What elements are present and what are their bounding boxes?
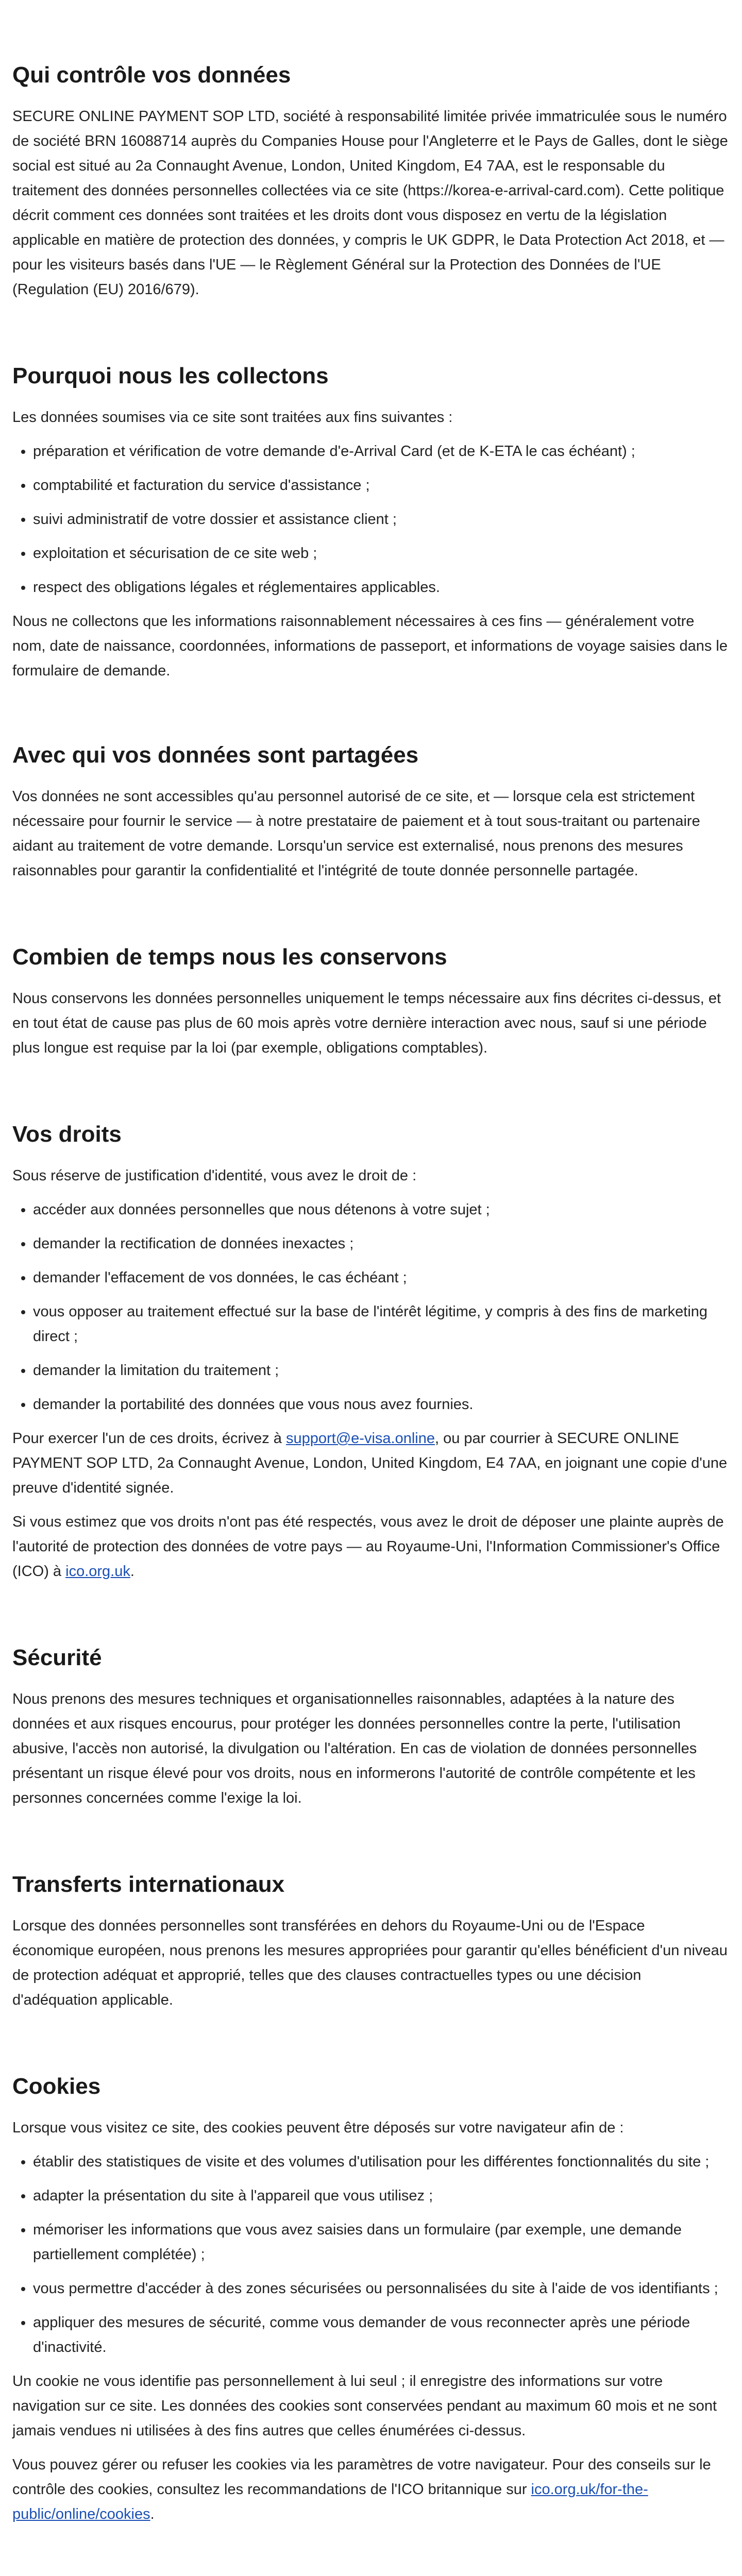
complaint-paragraph [12, 1510, 730, 1584]
section-retention [12, 943, 730, 1060]
list-item: • demander la rectification de données inexactes ; [33, 1231, 730, 1256]
section-paragraph: Nous prenons des mesures techniques et organisationnelles raisonnables, adaptées à la nature des données et aux risques encourus, pour protéger les données personnelles contre la perte, l'utilisation abusive, l'accès non autorisé, la divulgation ou l'altération. En cas de violation de données personnelles présentant un risque élevé pour vos droits, nous en informerons l'autorité de contrôle compétente et les personnes concernées comme l'exige la loi. [12, 1691, 697, 1806]
section-transfers [12, 1870, 730, 2012]
section-outro: Un cookie ne vous identifie pas personnellement à lui seul ; il enregistre des informations sur votre navigation sur ce site. Les données des cookies sont conservées pendant au maximum 60 mois et ne sont jamais vendues ni utilisées à des fins autres que celles énumérées ci-dessus. [12, 2373, 717, 2439]
list-item: • préparation et vérification de votre demande d'e-Arrival Card (et de K-ETA le cas échéant) ; [33, 439, 730, 464]
list-item: • appliquer des mesures de sécurité, comme vous demander de vous reconnecter après une période d'inactivité. [33, 2310, 730, 2360]
text: Vous pouvez gérer ou refuser les cookies via les paramètres de votre navigateur. Pour des conseils sur le contrôle des cookies, consultez les recommandations de l'ICO britannique sur [12, 2456, 711, 2498]
ico-link[interactable]: ico.org.uk [65, 1563, 130, 1580]
list-item: • demander la limitation du traitement ; [33, 1358, 730, 1383]
section-paragraph: Nous conservons les données personnelles uniquement le temps nécessaire aux fins décrites ci-dessus, et en tout état de cause pas plus de 60 mois après votre dernière interaction avec nous, sauf si une période plus longue est requise par la loi (par exemple, obligations comptables). [12, 990, 721, 1056]
text: Si vous estimez que vos droits n'ont pas été respectés, vous avez le droit de déposer une plainte auprès de l'autorité de protection des données de votre pays — au Royaume-Uni, l'Information Commissioner's Office (ICO) à [12, 1514, 724, 1580]
section-purposes [12, 362, 730, 683]
section-paragraph: Lorsque des données personnelles sont transférées en dehors du Royaume-Uni ou de l'Espace économique européen, nous prenons les mesures appropriées pour garantir qu'elles bénéficient d'un niveau de protection adéquat et approprié, telles que des clauses contractuelles types ou une décision d'adéquation applicable. [12, 1918, 728, 2008]
cookies-list [12, 2149, 730, 2360]
section-outro: Nous ne collectons que les informations raisonnablement nécessaires à ces fins — généralement votre nom, date de naissance, coordonnées, informations de passeport, et informations de voyage saisies dans le formulaire de demande. [12, 613, 728, 679]
privacy-policy-page [12, 0, 730, 2576]
list-item: • demander la portabilité des données que vous nous avez fournies. [33, 1392, 730, 1417]
section-intro: Lorsque vous visitez ce site, des cookies peuvent être déposés sur votre navigateur afin de : [12, 2120, 624, 2136]
section-rights [12, 1120, 730, 1584]
list-item: • exploitation et sécurisation de ce site web ; [33, 541, 730, 566]
section-security [12, 1643, 730, 1810]
list-item: • accéder aux données personnelles que nous détenons à votre sujet ; [33, 1197, 730, 1222]
list-item: • vous permettre d'accéder à des zones sécurisées ou personnalisées du site à l'aide de vos identifiants ; [33, 2276, 730, 2301]
text: . [150, 2506, 155, 2522]
rights-contact-paragraph [12, 1426, 730, 1500]
list-item: • suivi administratif de votre dossier et assistance client ; [33, 507, 730, 532]
cookie-manage-paragraph [12, 2452, 730, 2527]
purposes-list [12, 439, 730, 600]
section-title: Qui contrôle vos données [12, 62, 291, 88]
list-item: • demander l'effacement de vos données, le cas échéant ; [33, 1265, 730, 1290]
section-intro: Les données soumises via ce site sont traitées aux fins suivantes : [12, 409, 453, 426]
section-title: Combien de temps nous les conservons [12, 944, 447, 970]
text: Pour exercer l'un de ces droits, écrivez à [12, 1430, 286, 1447]
section-intro: Sous réserve de justification d'identité, vous avez le droit de : [12, 1167, 417, 1184]
text: , ou par courrier à SECURE ONLINE PAYMENT SOP LTD, 2a Connaught Avenue, London, United Kingdom, E4 7AA, en joignant une copie d'une preuve d'identité signée. [12, 1430, 728, 1496]
section-title: Cookies [12, 2074, 101, 2099]
section-cookies [12, 2072, 730, 2527]
ico-cookies-link[interactable]: ico.org.uk/for-the-public/online/cookies [12, 2481, 648, 2522]
list-item: • mémoriser les informations que vous avez saisies dans un formulaire (par exemple, une demande partiellement complétée) ; [33, 2217, 730, 2267]
section-paragraph: SECURE ONLINE PAYMENT SOP LTD, société à responsabilité limitée privée immatriculée sous le numéro de société BRN 16088714 auprès du Companies House pour l'Angleterre et le Pays de Galles, dont le siège social est situé au 2a Connaught Avenue, London, United Kingdom, E4 7AA, est le responsable du traitement des données personnelles collectées via ce site (https://korea-e-arrival-card.com). Cette politique décrit comment ces données sont traitées et les droits dont vous disposez en vertu de la législation applicable en matière de protection des données, y compris le UK GDPR, le Data Protection Act 2018, et — pour les visiteurs basés dans l'UE — le Règlement Général sur la Protection des Données de l'UE (Regulation (EU) 2016/679). [12, 108, 728, 298]
section-title: Avec qui vos données sont partagées [12, 742, 419, 768]
text: . [130, 1563, 134, 1580]
rights-list [12, 1197, 730, 1417]
section-paragraph: Vos données ne sont accessibles qu'au personnel autorisé de ce site, et — lorsque cela est strictement nécessaire pour fournir le service — à notre prestataire de paiement et à tout sous-traitant ou partenaire aidant au traitement de votre demande. Lorsqu'un service est externalisé, nous prenons des mesures raisonnables pour garantir la confidentialité et l'intégrité de toute donnée personnelle partagée. [12, 788, 700, 879]
list-item: • respect des obligations légales et réglementaires applicables. [33, 575, 730, 600]
section-title: Pourquoi nous les collectons [12, 363, 329, 388]
section-title: Vos droits [12, 1122, 122, 1147]
list-item: • adapter la présentation du site à l'appareil que vous utilisez ; [33, 2183, 730, 2208]
section-data-controller [12, 61, 730, 302]
list-item: • établir des statistiques de visite et des volumes d'utilisation pour les différentes fonctionnalités du site ; [33, 2149, 730, 2174]
list-item: • vous opposer au traitement effectué sur la base de l'intérêt légitime, y compris à des fins de marketing direct ; [33, 1299, 730, 1349]
section-title: Sécurité [12, 1645, 102, 1670]
support-email-link[interactable]: support@e-visa.online [286, 1430, 435, 1447]
section-sharing [12, 741, 730, 883]
list-item: • comptabilité et facturation du service d'assistance ; [33, 473, 730, 498]
section-title: Transferts internationaux [12, 1872, 285, 1897]
